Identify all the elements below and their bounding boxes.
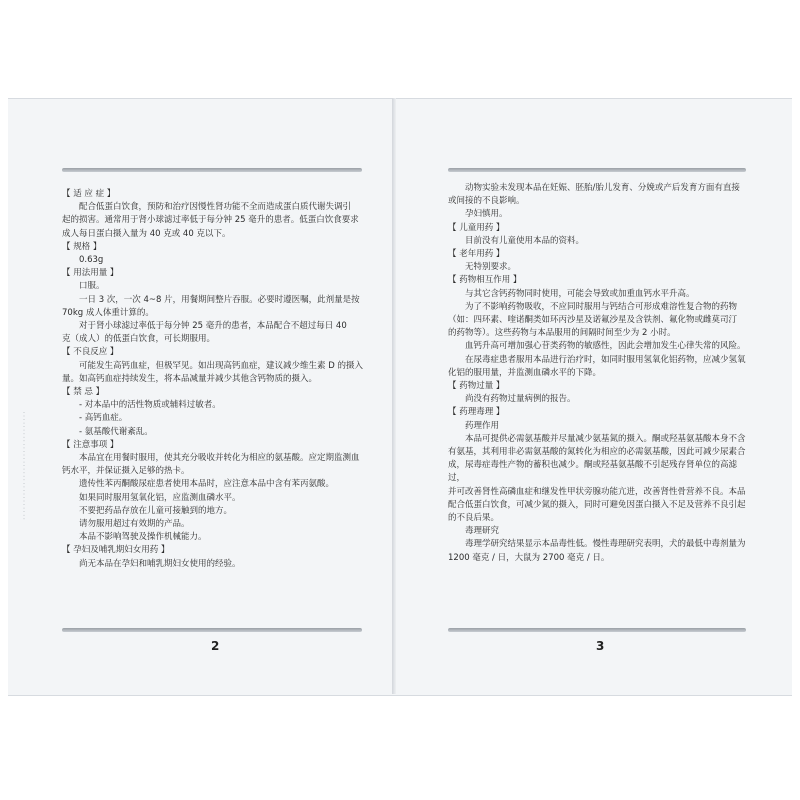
text-line: 对于肾小球滤过率低于每分钟 25 毫升的患者，本品配合不超过每日 40 [79, 321, 347, 332]
text-line: 在尿毒症患者服用本品进行治疗时，如同时服用氢氧化铝药物，应减少氢氧 [465, 354, 746, 365]
text-line: 本品宜在用餐时服用，使其充分吸收并转化为相应的氨基酸。应定期监测血 [79, 453, 360, 464]
text-line: 化铝的服用量，并监测血磷水平的下降。 [448, 367, 602, 378]
text-line: 尚没有药物过量病例的报告。 [465, 394, 576, 405]
section-heading: 【 不良反应 】 [62, 347, 119, 358]
text-line: 遗传性苯丙酮酸尿症患者使用本品时，应注意本品中含有苯丙氨酸。 [79, 479, 335, 490]
right-page-text [448, 182, 748, 565]
text-line: 的药物等）。这些药物与本品服用的间隔时间至少为 2 小时。 [448, 328, 676, 339]
text-line: - 对本品中的活性物质或辅料过敏者。 [79, 400, 221, 411]
text-line: 量。如高钙血症持续发生，将本品减量并减少其他含钙物质的摄入。 [62, 373, 318, 384]
left-footer-bar [62, 628, 362, 632]
text-line: 动物实验未发现本品在妊娠、胚胎/胎儿发育、分娩或产后发育方面有直接 [465, 183, 740, 193]
section-heading: 【 药理毒理 】 [448, 407, 505, 418]
left-header-bar [62, 168, 362, 172]
text-line: 钙水平，并保证摄入足够的热卡。 [62, 466, 190, 477]
page-number-right: 3 [596, 639, 605, 653]
text-line: 药理作用 [465, 420, 500, 431]
text-line: 0.63g [79, 255, 104, 266]
text-line: 请勿服用超过有效期的产品。 [79, 519, 190, 530]
section-heading: 【 适 应 症 】 [62, 189, 116, 199]
text-line: 本品可提供必需氨基酸并尽量减少氨基氮的摄入。酮或羟基氨基酸本身不含 [465, 433, 746, 444]
text-line: 成，尿毒症毒性产物的蓄积也减少。酮或羟基氨基酸不引起残存肾单位的高滤过， [448, 460, 738, 484]
text-line: 一日 3 次，一次 4~8 片，用餐期间整片吞服。必要时遵医嘱，此剂量是按 [79, 294, 360, 305]
section-heading: 【 注意事项 】 [62, 439, 119, 450]
text-line: 孕妇慎用。 [465, 209, 508, 220]
text-line: - 氨基酸代谢紊乱。 [79, 426, 153, 437]
text-line: 口服。 [79, 281, 105, 292]
text-line: 70kg 成人体重计算的。 [62, 307, 154, 318]
text-line: 与其它含钙药物同时使用，可能会导致或加重血钙水平升高。 [465, 288, 695, 299]
text-line: 有氨基，其利用非必需氨基酸的氮转化为相应的必需氨基酸，因此可减少尿素合 [448, 447, 746, 458]
text-line: 不要把药品存放在儿童可接触到的地方。 [79, 505, 233, 516]
section-heading: 【 药物相互作用 】 [448, 275, 522, 286]
text-line: 克（成人）的低蛋白饮食，可长期服用。 [62, 334, 216, 345]
section-heading: 【 用法用量 】 [62, 268, 119, 279]
text-line: 血钙升高可增加强心苷类药物的敏感性，因此会增加发生心律失常的风险。 [465, 341, 746, 352]
text-line: 毒理学研究结果显示本品毒性低。慢性毒理研究表明，犬的最低中毒剂量为 [465, 539, 746, 550]
text-line: 可能发生高钙血症，但极罕见。如出现高钙血症，建议减少维生素 D 的摄入 [79, 360, 363, 371]
text-line: 或间接的不良影响。 [448, 196, 525, 207]
text-line: - 高钙血症。 [79, 413, 128, 424]
text-line: 1200 毫克 / 日，大鼠为 2700 毫克 / 日。 [448, 552, 610, 563]
left-page-text [62, 188, 364, 571]
section-heading: 【 禁 忌 】 [62, 387, 105, 398]
text-line: （如：四环素、喹诺酮类如环丙沙星及诺氟沙星及含铁剂、氟化物或雌莫司汀 [448, 315, 738, 326]
page-fold [392, 98, 396, 694]
section-heading: 【 规格 】 [62, 241, 102, 252]
text-line: 为了不影响药物吸收，不应同时服用与钙结合可形成难溶性复合物的药物 [465, 301, 738, 312]
text-line: 并可改善肾性高磷血症和继发性甲状旁腺功能亢进，改善肾性骨营养不良。本品 [448, 486, 746, 497]
text-line: 尚无本品在孕妇和哺乳期妇女使用的经验。 [79, 558, 241, 569]
page-number-left: 2 [211, 639, 220, 653]
section-heading: 【 药物过量 】 [448, 381, 505, 392]
text-line: 成人每日蛋白摄入量为 40 克或 40 克以下。 [62, 228, 231, 239]
side-print-mark: ······························· [20, 410, 29, 520]
section-heading: 【 老年用药 】 [448, 249, 505, 260]
text-line: 配合低蛋白饮食，预防和治疗因慢性肾功能不全而造成蛋白质代谢失调引 [79, 202, 352, 213]
right-footer-bar [448, 628, 746, 632]
section-heading: 【 孕妇及哺乳期妇女用药 】 [62, 545, 170, 556]
text-line: 如果同时服用氢氧化铝，应监测血磷水平。 [79, 492, 241, 503]
text-line: 的不良后果。 [448, 513, 500, 524]
section-heading: 【 儿童用药 】 [448, 222, 505, 233]
right-header-bar [448, 168, 746, 172]
text-line: 起的损害。通常用于肾小球滤过率低于每分钟 25 毫升的患者。低蛋白饮食要求 [62, 215, 359, 226]
text-line: 配合低蛋白饮食，可减少氮的摄入，同时可避免因蛋白摄入不足及营养不良引起 [448, 499, 746, 510]
text-line: 毒理研究 [465, 526, 500, 537]
text-line: 本品不影响驾驶及操作机械能力。 [79, 532, 207, 543]
text-line: 无特别要求。 [465, 262, 517, 273]
text-line: 目前没有儿童使用本品的资料。 [465, 235, 585, 246]
